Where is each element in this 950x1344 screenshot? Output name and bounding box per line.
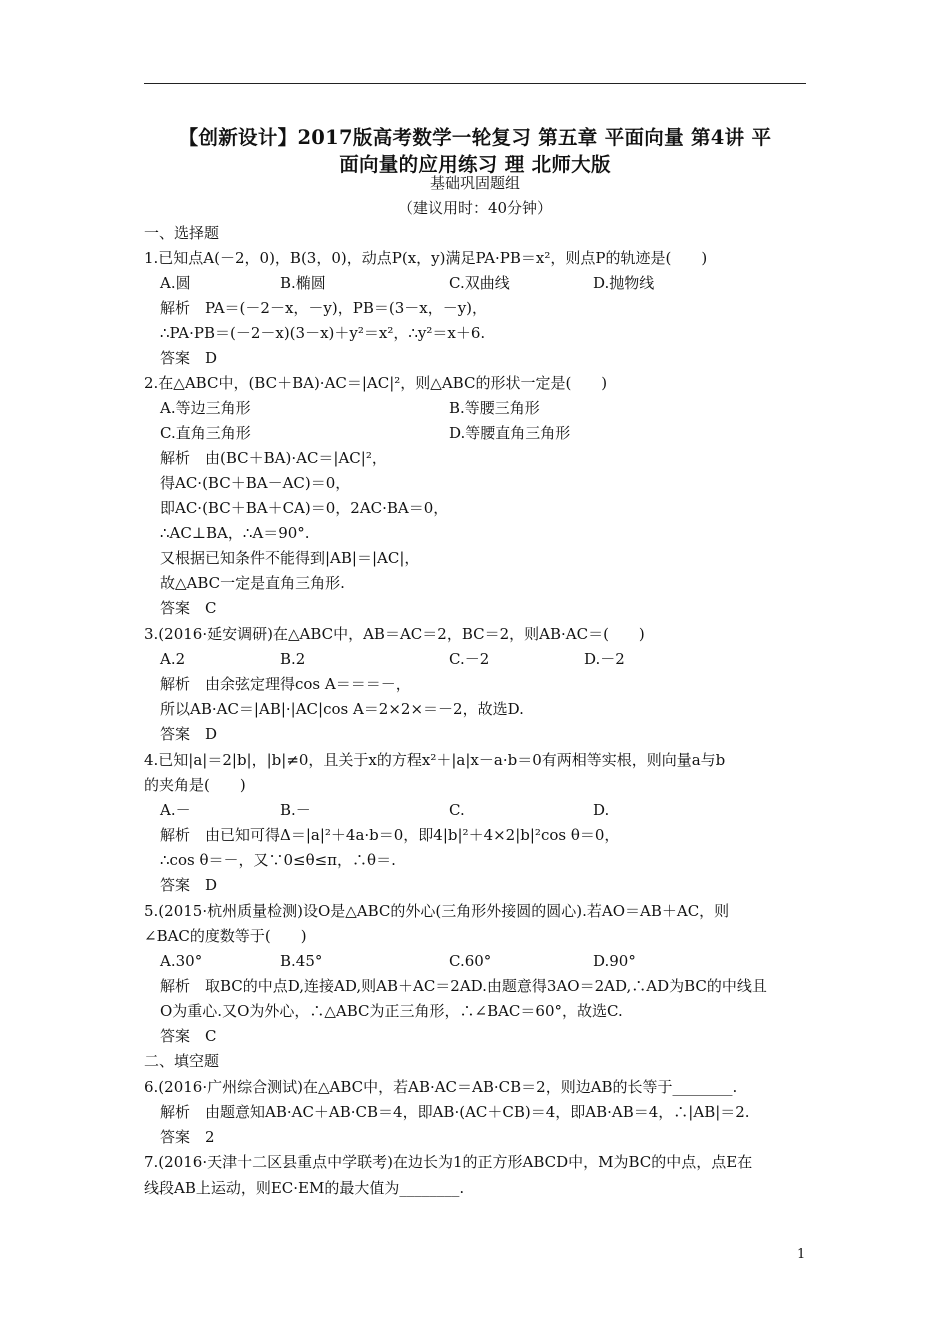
- q3-option-c: C.－2: [449, 650, 490, 668]
- q6-analysis-1: 解析 由题意知AB·AC＋AB·CB＝4，即AB·(AC＋CB)＝4，即AB·AB＝4，∴|AB|＝2.: [160, 1103, 750, 1121]
- header-rule: [144, 83, 806, 84]
- time-note: （建议用时：40分钟）: [397, 199, 553, 217]
- q2-analysis-6: 故△ABC一定是直角三角形.: [160, 574, 345, 592]
- title-line-2: 面向量的应用练习 理 北师大版: [339, 153, 611, 176]
- q5-option-c: C.60°: [449, 952, 492, 970]
- title-line-1: 【创新设计】2017版高考数学一轮复习 第五章 平面向量 第4讲 平: [178, 126, 772, 149]
- q5-option-d: D.90°: [593, 952, 636, 970]
- q7-stem-1: 7.(2016·天津十二区县重点中学联考)在边长为1的正方形ABCD中，M为BC的中点，点E在: [144, 1153, 753, 1171]
- q3-option-d: D.－2: [584, 650, 625, 668]
- q4-option-d: D.: [593, 801, 610, 819]
- q1-answer: 答案 D: [160, 349, 218, 367]
- q2-analysis-4: ∴AC⊥BA，∴A＝90°.: [160, 524, 310, 542]
- subtitle: 基础巩固题组: [429, 174, 520, 192]
- q3-stem: 3.(2016·延安调研)在△ABC中，AB＝AC＝2，BC＝2，则AB·AC＝( ): [144, 625, 645, 643]
- section-heading-choice: 一、选择题: [144, 224, 220, 242]
- q7-stem-2: 线段AB上运动，则EC·EM的最大值为________.: [144, 1179, 465, 1197]
- q3-option-a: A.2: [160, 650, 186, 668]
- q1-stem: 1.已知点A(－2，0)，B(3，0)，动点P(x，y)满足PA·PB＝x²，则点P的轨迹是( ): [144, 249, 708, 267]
- section-heading-fill: 二、填空题: [144, 1052, 220, 1070]
- q2-analysis-1: 解析 由(BC＋BA)·AC＝|AC|²，: [160, 449, 387, 467]
- q2-option-b: B.等腰三角形: [449, 399, 540, 417]
- q2-analysis-3: 即AC·(BC＋BA＋CA)＝0，2AC·BA＝0，: [160, 499, 449, 517]
- q5-stem-2: ∠BAC的度数等于( ): [144, 927, 307, 945]
- document-title: [144, 124, 806, 178]
- q5-stem-1: 5.(2015·杭州质量检测)设O是△ABC的外心(三角形外接圆的圆心).若AO＝AB＋AC，则: [144, 902, 730, 920]
- q1-analysis-1: 解析 PA＝(－2－x，－y)，PB＝(3－x，－y)，: [160, 299, 488, 317]
- q1-option-d: D.抛物线: [593, 274, 655, 292]
- q2-stem: 2.在△ABC中，(BC＋BA)·AC＝|AC|²，则△ABC的形状一定是( ): [144, 374, 608, 392]
- q2-option-c: C.直角三角形: [160, 424, 251, 442]
- page-number: 1: [797, 1247, 806, 1262]
- q2-analysis-2: 得AC·(BC＋BA－AC)＝0，: [160, 474, 351, 492]
- q3-answer: 答案 D: [160, 725, 218, 743]
- q2-answer: 答案 C: [160, 599, 217, 617]
- q3-option-b: B.2: [280, 650, 306, 668]
- q1-option-c: C.双曲线: [449, 274, 510, 292]
- q4-option-b: B.－: [280, 801, 311, 819]
- q4-analysis-2: ∴cos θ＝－，又∵0≤θ≤π，∴θ＝.: [160, 851, 396, 869]
- q2-option-a: A.等边三角形: [160, 399, 251, 417]
- q6-answer: 答案 2: [160, 1128, 215, 1146]
- q1-option-b: B.椭圆: [280, 274, 326, 292]
- q3-analysis-1: 解析 由余弦定理得cos A＝＝＝－，: [160, 675, 411, 693]
- q5-option-a: A.30°: [160, 952, 203, 970]
- q3-analysis-2: 所以AB·AC＝|AB|·|AC|cos A＝2×2×＝－2，故选D.: [160, 700, 524, 718]
- q5-analysis-1: 解析 取BC的中点D,连接AD,则AB＋AC＝2AD.由题意得3AO＝2AD,∴AD为BC的中线且: [160, 977, 767, 995]
- q4-analysis-1: 解析 由已知可得Δ＝|a|²＋4a·b＝0，即4|b|²＋4×2|b|²cos θ＝0，: [160, 826, 620, 844]
- q1-option-a: A.圆: [160, 274, 191, 292]
- q4-answer: 答案 D: [160, 876, 218, 894]
- q6-stem: 6.(2016·广州综合测试)在△ABC中，若AB·AC＝AB·CB＝2，则边AB的长等于________.: [144, 1078, 738, 1096]
- q4-stem-1: 4.已知|a|＝2|b|，|b|≠0，且关于x的方程x²＋|a|x－a·b＝0有两相等实根，则向量a与b: [144, 751, 726, 769]
- q4-option-c: C.: [449, 801, 465, 819]
- q4-option-a: A.－: [160, 801, 191, 819]
- q5-option-b: B.45°: [280, 952, 323, 970]
- q5-answer: 答案 C: [160, 1027, 217, 1045]
- q4-stem-2: 的夹角是( ): [144, 776, 246, 794]
- q5-analysis-2: O为重心.又O为外心，∴△ABC为正三角形，∴∠BAC＝60°，故选C.: [160, 1002, 623, 1020]
- q2-option-d: D.等腰直角三角形: [449, 424, 571, 442]
- q2-analysis-5: 又根据已知条件不能得到|AB|＝|AC|，: [160, 549, 420, 567]
- q1-analysis-2: ∴PA·PB＝(－2－x)(3－x)＋y²＝x²，∴y²＝x＋6.: [160, 324, 486, 342]
